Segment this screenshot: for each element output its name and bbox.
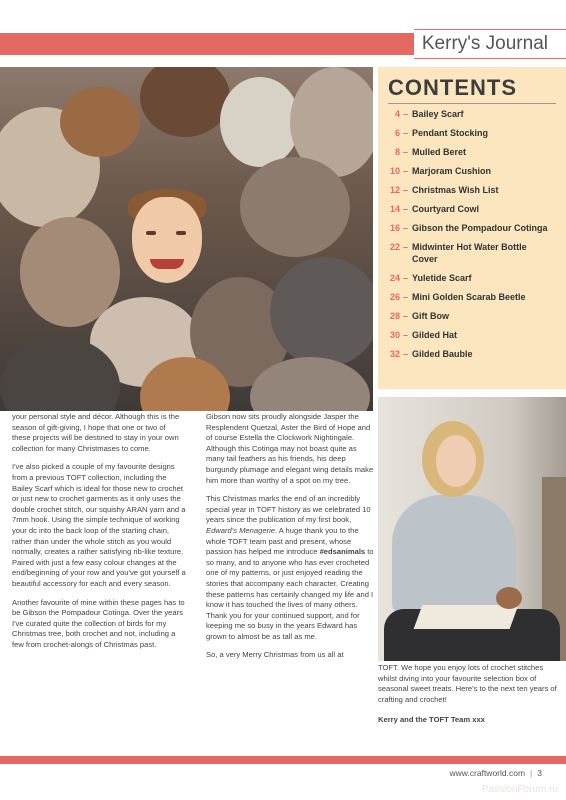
contents-page-number: 22 [389,242,400,252]
article-column-2 [206,412,376,669]
contents-dash: – [403,311,409,321]
paragraph: So, a very Merry Christmas from us all at [206,650,344,660]
contents-item-title: Marjoram Cushion [412,166,492,176]
contents-item-title: Midwinter Hot Water Bottle Cover [412,242,527,264]
toys-photo [0,67,373,411]
contents-item-title: Christmas Wish List [412,185,499,195]
contents-dash: – [403,204,409,214]
contents-page-number: 26 [389,292,400,302]
contents-item[interactable] [378,184,566,196]
contents-item[interactable] [378,272,566,284]
contents-item[interactable] [378,203,566,215]
contents-item[interactable] [378,222,566,234]
contents-item[interactable] [378,146,566,158]
contents-item[interactable] [378,329,566,341]
contents-item-title: Gibson the Pompadour Cotinga [412,223,548,233]
contents-dash: – [403,292,409,302]
contents-heading: CONTENTS [388,75,517,100]
contents-page-number: 4 [394,109,400,119]
paragraph: This Christmas marks the end of an incredibly special year in TOFT history as we celebrated 10 years since the publication of my first book, Edward's Menagerie. A huge thank you to the whole TOFT team past and present, whose passion has helped me introduce #edsanimals to so many, and to anyone who has ever crocheted one of my patterns, or just enjoyed reading the stories that accompany each character. Creating these patterns has certainly changed my life and I know it has touched the lives of many others. Thank you for your continued support, and for keeping me so busy in the years Edward has grown to almost be as tall as me. [206,494,374,641]
hashtag: #edsanimals [319,547,366,557]
contents-dash: – [403,166,409,176]
page-footer: www.craftworld.com | 3 [449,768,542,778]
contents-dash: – [403,109,409,119]
contents-dash: – [403,242,409,252]
contents-item-title: Gift Bow [412,311,450,321]
contents-item-title: Courtyard Cowl [412,204,480,214]
contents-page-number: 12 [389,185,400,195]
contents-divider [388,103,556,104]
book-title: Edward's Menagerie [206,525,275,535]
paragraph: Gibson now sits proudly alongside Jasper the Resplendent Quetzal, Aster the Bird of Hope and of course Estella the Clockwork Nightingale. Although this Cotinga may not boast quite as many tail feathers as his friends, his deep burgundy plumage and elegant wing details make him more than worthy of a spot on my tree. [206,412,374,485]
contents-dash: – [403,128,409,138]
paragraph: I've also picked a couple of my favourite designs from a previous TOFT collection, including the Bailey Scarf which is ideal for those new to crochet or just new to crochet garments as it only uses the double crochet stitch, our squishy ARAN yarn and a 7mm hook. Using the simple technique of working your dc into the back loop of the starting chain, rather than under the whole stitch as you would normally, creates a rather satisfying rib-like texture. Paired with just a few easy colour changes at the end/beginning of your row and you've got yourself a beautiful accessory for each and every season. [12,462,186,588]
watermark: PassionForum.ru [481,784,558,795]
contents-item[interactable] [378,108,566,120]
journal-title: Kerry's Journal [414,29,566,59]
article-column-1 [12,412,186,658]
contents-item-title: Gilded Bauble [412,349,473,359]
paragraph: Another favourite of mine within these pages has to be Gibson the Pompadour Cotinga. Over the years I've curated quite the collection of birds for my Christmas tree, both crochet and not, including a few from crochet-alongs of Christmas past. [12,597,185,649]
contents-item-title: Pendant Stocking [412,128,489,138]
contents-page-number: 14 [389,204,400,214]
footer-band [0,756,566,764]
contents-list [378,108,566,367]
contents-item[interactable] [378,127,566,139]
contents-page-number: 10 [389,166,400,176]
contents-item-title: Mulled Beret [412,147,467,157]
contents-page-number: 30 [389,330,400,340]
contents-panel [378,67,566,389]
contents-dash: – [403,330,409,340]
contents-item-title: Mini Golden Scarab Beetle [412,292,526,302]
contents-page-number: 8 [394,147,400,157]
contents-item[interactable] [378,165,566,177]
contents-page-number: 24 [389,273,400,283]
contents-dash: – [403,147,409,157]
contents-dash: – [403,273,409,283]
contents-dash: – [403,349,409,359]
contents-item[interactable] [378,241,566,265]
contents-page-number: 16 [389,223,400,233]
contents-item[interactable] [378,291,566,303]
contents-item-title: Yuletide Scarf [412,273,472,283]
closing-text [378,663,558,736]
contents-page-number: 6 [394,128,400,138]
signoff: Kerry and the TOFT Team xxx [378,715,485,725]
author-photo [378,397,566,661]
website-link[interactable]: www.craftworld.com [449,768,526,778]
closing-paragraph: TOFT. We hope you enjoy lots of crochet stitches whilst diving into your favourite selection box of seasonal sweet treats. Here's to the next ten years of crafting and crochet! [378,663,557,704]
page-number: 3 [537,768,542,778]
contents-item[interactable] [378,310,566,322]
contents-item-title: Bailey Scarf [412,109,464,119]
contents-page-number: 32 [389,349,400,359]
contents-item[interactable] [378,348,566,360]
contents-item-title: Gilded Hat [412,330,458,340]
contents-dash: – [403,223,409,233]
paragraph: your personal style and décor. Although this is the season of gift-giving, I hope that one or two of these projects will be destined to stay in your own collection for many Christmases to come. [12,412,180,453]
contents-page-number: 28 [389,311,400,321]
contents-dash: – [403,185,409,195]
